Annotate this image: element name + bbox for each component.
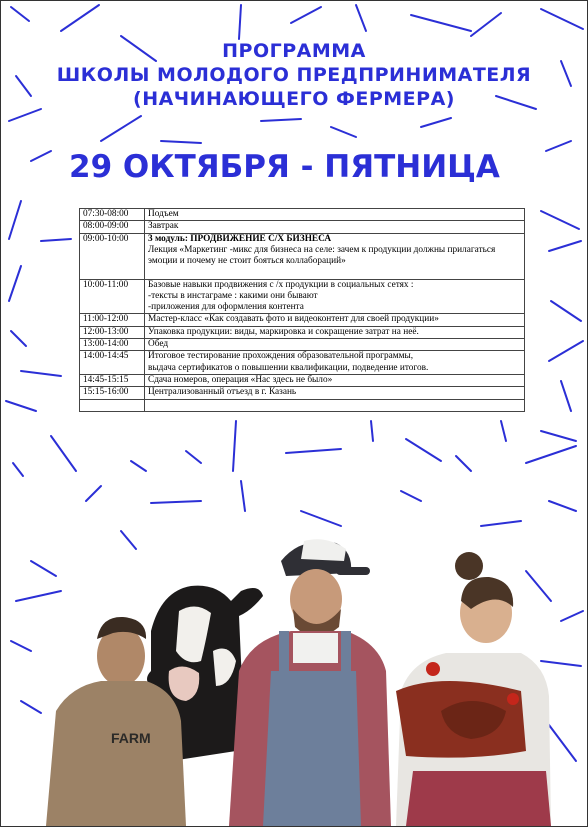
activity-line: Подъем — [148, 209, 179, 219]
schedule-time: 13:00-14:00 — [80, 339, 145, 351]
schedule-time: 09:00-10:00 — [80, 233, 145, 279]
schedule-activity — [145, 209, 525, 221]
activity-line: Мастер-класс «Как создавать фото и видеоконтент для своей продукции» — [148, 314, 439, 325]
schedule-time: 14:00-14:45 — [80, 351, 145, 375]
schedule-row — [80, 279, 525, 314]
schedule-activity — [145, 351, 525, 375]
schedule-activity — [145, 233, 525, 279]
schedule-activity — [145, 279, 525, 314]
activity-line: Лекция «Маркетинг -микс для бизнеса на селе: зачем к продукции должны прилагаться — [148, 244, 496, 255]
schedule-row — [80, 351, 525, 375]
activity-line: Итоговое тестирование прохождения образовательной программы, — [148, 351, 414, 362]
activity-line: Базовые навыки продвижения с /х продукции в социальных сетях : — [148, 279, 414, 290]
module-title: 3 модуль: ПРОДВИЖЕНИЕ С/Х БИЗНЕСА — [148, 233, 332, 244]
shirt-text: FARM — [111, 730, 151, 746]
schedule-time: 10:00-11:00 — [80, 279, 145, 314]
activity-line: -тексты в инстаграме : какими они бывают — [148, 290, 318, 301]
activity-line: эмоции и почему не стоит бояться коллабораций» — [148, 256, 346, 267]
activity-line: Обед — [148, 339, 169, 350]
schedule-activity — [145, 374, 525, 386]
schedule-activity — [145, 314, 525, 326]
schedule-activity — [145, 399, 525, 411]
schedule-activity — [145, 339, 525, 351]
activity-line: Сдача номеров, операция «Нас здесь не было» — [148, 374, 333, 385]
schedule-row — [80, 387, 525, 399]
schedule-row — [80, 374, 525, 386]
schedule-activity — [145, 387, 525, 399]
schedule-activity — [145, 326, 525, 338]
schedule-row — [80, 339, 525, 351]
schedule-row — [80, 233, 525, 279]
schedule-row — [80, 209, 525, 221]
schedule-time: 08:00-09:00 — [80, 221, 145, 233]
date-heading: 29 ОКТЯБРЯ - ПЯТНИЦА — [69, 149, 500, 185]
activity-line: -приложения для оформления контента — [148, 302, 304, 313]
schedule-activity — [145, 221, 525, 233]
title-line-3: (НАЧИНАЮЩЕГО ФЕРМЕРА) — [133, 88, 455, 110]
schedule-time: 15:15-16:00 — [80, 387, 145, 399]
schedule-table — [79, 208, 525, 412]
schedule-time — [80, 399, 145, 411]
program-title — [1, 39, 587, 111]
farmer-woman — [396, 552, 551, 826]
farmer-man-center — [229, 539, 391, 826]
title-line-1: ПРОГРАММА — [222, 40, 366, 62]
activity-line: Упаковка продукции: виды, маркировка и сокращение затрат на неё. — [148, 326, 419, 337]
title-line-2: ШКОЛЫ МОЛОДОГО ПРЕДПРИНИМАТЕЛЯ — [56, 64, 532, 86]
schedule-row-empty — [80, 399, 525, 411]
schedule-row — [80, 314, 525, 326]
schedule-row — [80, 221, 525, 233]
activity-line: Централизованный отъезд в г. Казань — [148, 387, 297, 398]
schedule-time: 11:00-12:00 — [80, 314, 145, 326]
schedule-time: 07:30-08:00 — [80, 209, 145, 221]
schedule-row — [80, 326, 525, 338]
schedule-time: 14:45-15:15 — [80, 374, 145, 386]
farmers-illustration — [1, 521, 587, 826]
schedule-time: 12:00-13:00 — [80, 326, 145, 338]
activity-line: Завтрак — [148, 221, 179, 232]
activity-line: выдача сертификатов о повышении квалификации, подведение итогов. — [148, 362, 429, 373]
